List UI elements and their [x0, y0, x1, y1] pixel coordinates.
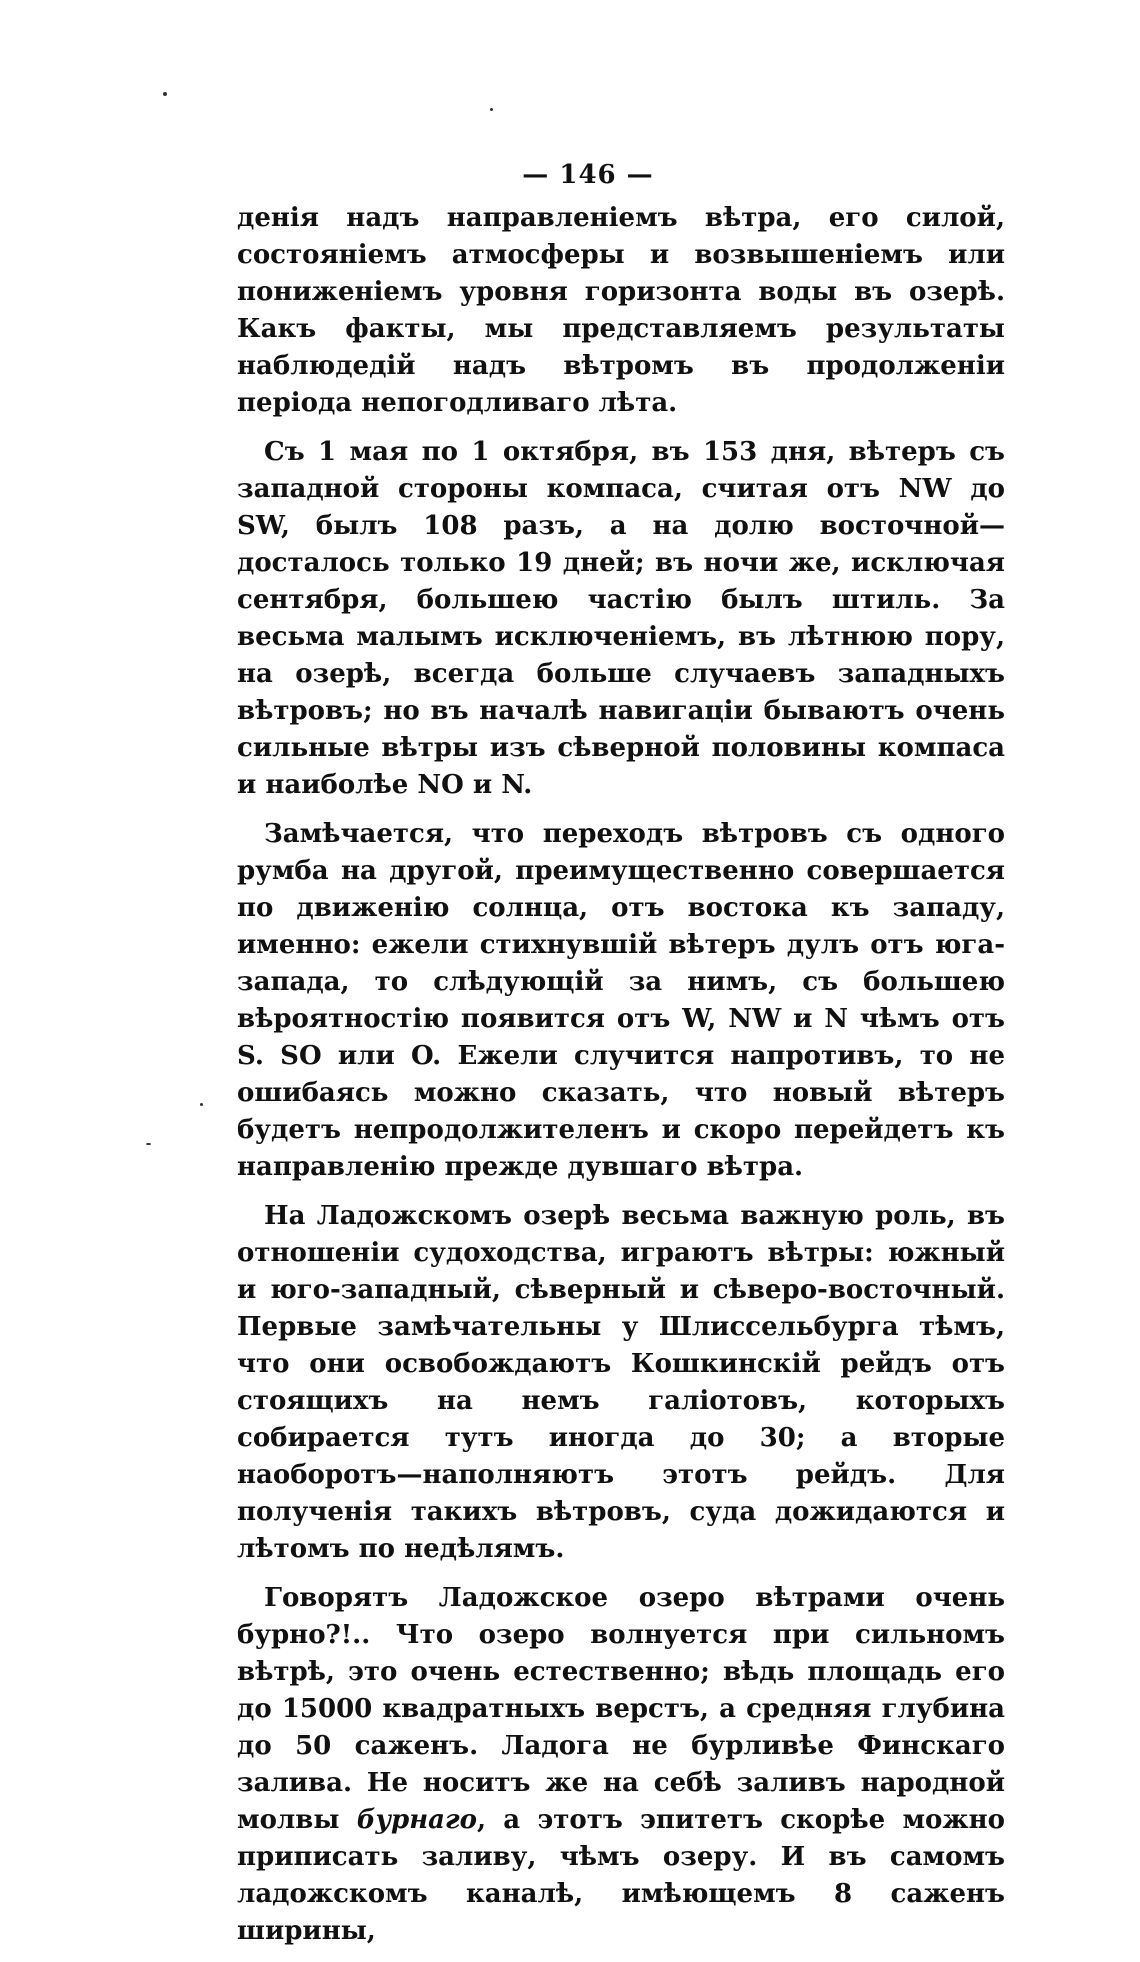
paragraph-5-text-a: Говорятъ Ладожское озеро вѣтрами очень бурно?!.. Что озеро волнуется при сильномъ вѣтрѣ, это очень естественно; вѣдь площадь его до 15000 квадратныхъ верстъ, а средняя глубина до 50 саженъ. Ладога не бурливѣе Финскаго залива. Не носитъ же на себѣ заливъ народной молвы — [237, 1583, 1005, 1835]
body-text — [237, 200, 1005, 1962]
page-number: — 146 — — [522, 160, 654, 190]
paragraph-5-text-b: , а этотъ эпитетъ скорѣе можно приписать заливу, чѣмъ озеру. И въ самомъ ладожскомъ каналѣ, имѣющемъ 8 саженъ ширины, — [237, 1805, 1005, 1946]
paragraph-2: Съ 1 мая по 1 октября, въ 153 дня, вѣтеръ съ западной стороны компаса, считая отъ NW до SW, былъ 108 разъ, а на долю восточной—досталось только 19 дней; въ ночи же, исключая сентября, большею частію былъ штиль. За весьма малымъ исключеніемъ, въ лѣтнюю пору, на озерѣ, всегда больше случаевъ западныхъ вѣтровъ; но въ началѣ навигаціи бываютъ очень сильные вѣтры изъ сѣверной половины компаса и наиболѣе NO и N. — [237, 437, 1005, 800]
scan-speck — [146, 1143, 151, 1145]
scan-speck — [163, 92, 167, 96]
paragraph-5 — [237, 1580, 1005, 1950]
italic-word: бурнаго — [356, 1805, 477, 1835]
paragraph-1: денія надъ направленіемъ вѣтра, его силой, состояніемъ атмосферы и возвышеніемъ или пониженіемъ уровня горизонта воды въ озерѣ. Какъ факты, мы представляемъ результаты наблюдедій надъ вѣтромъ въ продолженіи періода непогодливаго лѣта. — [237, 203, 1005, 418]
scan-speck — [200, 1103, 203, 1106]
paragraph-3: Замѣчается, что переходъ вѣтровъ съ одного румба на другой, преимущественно совершается по движенію солнца, отъ востока къ западу, именно: ежели стихнувшій вѣтеръ дулъ отъ юга-запада, то слѣдующій за нимъ, съ большею вѣроятностію появится отъ W, NW и N чѣмъ отъ S. SO или O. Ежели случится напротивъ, то не ошибаясь можно сказать, что новый вѣтеръ будетъ непродолжителенъ и скоро перейдетъ къ направленію прежде дувшаго вѣтра. — [237, 819, 1005, 1182]
paragraph-4: На Ладожскомъ озерѣ весьма важную роль, въ отношеніи судоходства, играютъ вѣтры: южный и юго-западный, сѣверный и сѣверо-восточный. Первые замѣчательны у Шлиссельбурга тѣмъ, что они освобождаютъ Кошкинскій рейдъ отъ стоящихъ на немъ галіотовъ, которыхъ собирается тутъ иногда до 30; а вторые наоборотъ—наполняютъ этотъ рейдъ. Для полученія такихъ вѣтровъ, суда дожидаются и лѣтомъ по недѣлямъ. — [237, 1201, 1005, 1564]
scan-speck — [490, 108, 493, 111]
